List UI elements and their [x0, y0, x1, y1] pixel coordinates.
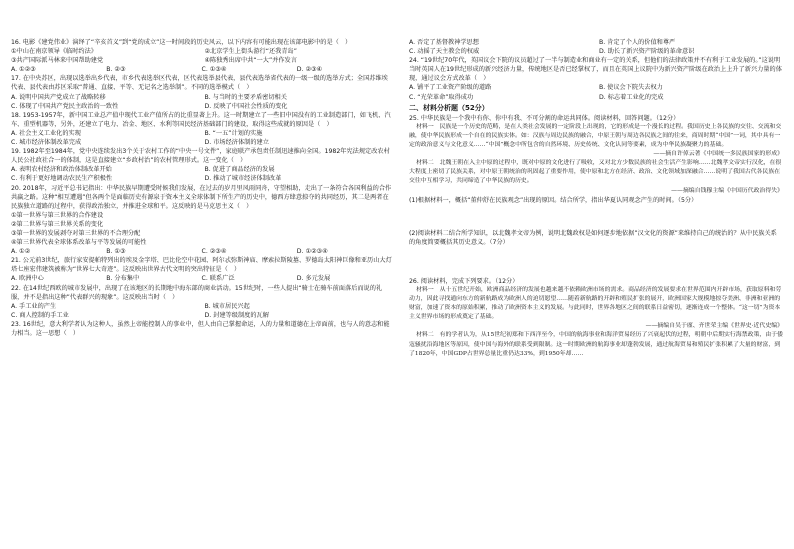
q22-option-d: D. 封建等级制度的瓦解	[204, 311, 269, 319]
left-column	[11, 38, 392, 338]
q20-option-c: C. ②③④	[201, 248, 227, 256]
q16-item: ③共产国际派马林来中国帮助建党	[11, 57, 104, 65]
q23-option-c: C. 动摇了天主教会的权威	[409, 48, 480, 56]
q25-stem: 25. 中华民族是一个我中有你、你中有我、不可分割的命运共同体。阅读材料，回答问题。（12分）	[409, 114, 680, 122]
q19-option-d: D. 推动了城市经济体制改革	[204, 175, 282, 183]
q19-option-a: A. 表明农村经济和政治体制改革开始	[11, 166, 112, 174]
q22-stem: 22. 在14世纪西欧的城市发展中，出现了在该地区的长期地中海东部的商业活动。15世纪时，一些人提出“骑士在骑车前面落后而说的礼服，并不是指出这种”代表群兴的现象”。这反映出当时（ ）	[11, 284, 383, 301]
q19-option-b: B. 促进了商品经济的发展	[204, 166, 275, 174]
q26-material-1: 材料一 从十五世纪开始，欧洲商品经济的发展也越来越不依赖欧洲市场的需求。商品经济的发展要求在世界范围内开辟市场，获取原料和劳动力，因此寻找通向东方的新航路成为欧洲人的迫切愿望……随着新航路的开辟和殖民扩张的展开，欧洲国家大规模地掠夺美洲、非洲和亚洲的财富，加速了资本的原始积累，推动了欧洲资本主义的发展。与此同时，世界各地区之间的联系日益密切，逐渐连成一个整体。“这一切”为资本主义世界市场的形成奠定了基础。	[409, 286, 782, 321]
q20-item: ②第二世界与第三世界关系的变化	[11, 220, 104, 228]
q16-item: ②北京学生上街头游行“还我青岛”	[204, 48, 297, 56]
q18-option-c: C. 城市经济体制改革完成	[11, 139, 82, 147]
q16-option-c: C. ①③④	[201, 66, 227, 74]
q17-option-b: B. 与当时的主要矛盾密切相关	[204, 93, 287, 101]
q24-options	[409, 83, 783, 101]
q22-option-b: B. 城市居民兴起	[204, 302, 250, 310]
q25-question-1: (1)根据材料一，概括“董仲舒在民族观念”出现的原因。结合所学，指出华夏认同观念产生的时间。（5分）	[409, 196, 698, 204]
q21-option-d: D. 多元发展	[296, 275, 331, 283]
q17-option-d: D. 反映了中国社会性质的变化	[204, 102, 288, 110]
q18-stem: 18. 1953-1957年，新中国工业总产值中现代工业产值所占的比重显著上升。这一时期建立了一些旧中国没有的工业制造部门，如飞机、汽车、重型机器等，另外，还建立了电力、冶金、地区、水利等国民经济基础部门的建设，取得这些成就的原因是（ ）	[11, 111, 391, 128]
q24-option-a: A. 铺平了工业资产阶级的道路	[409, 84, 492, 92]
q23-options	[409, 38, 783, 56]
q20-item: ③第一世界的发展剥夺对第三世界的不合理分配	[11, 229, 141, 237]
q20-item: ①第一世界与第三世界的合作建设	[11, 211, 104, 219]
q22-option-a: A. 手工业的产生	[11, 302, 57, 310]
q16-items	[11, 47, 392, 65]
q25-source-2: ——摘编自钱穆主编《中国历代政治得失》	[671, 187, 783, 194]
q20-option-d: D. ①②③④	[296, 248, 328, 256]
q21-option-a: A. 欧洲中心	[11, 275, 44, 283]
q26-stem: 26. 阅读材料，完成下列要求。（12分）	[409, 277, 519, 285]
q16-options	[11, 65, 392, 74]
q21-option-b: B. 分布集中	[106, 275, 140, 283]
q24-stem: 24. “19世纪70年代，英国议会下院的议员超过了一半与制造业和商业有一定的关系，但他们的法律政策并不有利于工业发展的。”这说明当时英国人在19世纪形成的新兴经济力量，传统地区是否已经掌权了，而且在英国上议院中为新兴资产阶级在政治上上升了新兴力量的体现，通过议会方式改革（ ）	[409, 57, 782, 83]
q19-option-c: C. 有利于更好地调动农民生产积极性	[11, 175, 113, 183]
q25-material-2: 材料二 北魏王朝在入主中原的过程中，既对中原的文化进行了吸收，又对北方少数民族的社会生活产生影响……北魏孝文帝实行汉化，在很大程度上密切了民族关系，对中原王朝统治的巩固起了重要作用，使中原和北方在经济、政治、文化领域加深融合……说明了我国古代各民族在交往中互相学习，共同缔造了中华民族的历史。	[409, 160, 782, 185]
q20-options	[11, 247, 392, 256]
q20-items	[11, 211, 392, 247]
q24-option-c: C. “光荣革命”取得成功	[409, 93, 474, 101]
q17-option-c: C. 体现了中国共产党民主政治的一致性	[11, 102, 119, 110]
q23-option-d: D. 助长了新兴资产阶级的革命意识	[599, 48, 695, 56]
q18-option-d: D. 市场经济体制的建立	[204, 139, 269, 147]
q16-option-b: B. ②③	[106, 66, 126, 74]
q20-option-b: B. ①③	[106, 248, 126, 256]
q25-material-1: 材料一 民族是一个历史的范畴，是在人类社会发展的一定阶段上出现的，它的形成是一个漫长的过程。我国历史上各民族的交往、交流和交融，使中华民族形成一个自在的民族实体。如：汉族与周边民族的融合，中原王朝与周边各民族之间的往来，商周时期“中国”一词，其中具有一定的政治意义与文化意义……“中国”概念中所包含的自然环境、历史传统、文化认同等要素，成为中华民族凝聚力的基础。	[409, 123, 782, 149]
q16-stem: 16. 电影《建党伟业》演绎了“辛亥首义”到“党的成立”这一时间段的历史风云，以下内容有可能出现在该部电影中的是（ ）	[11, 39, 352, 46]
q20-option-a: A. ①②	[11, 248, 31, 256]
q18-option-b: B. “一五”计划的实施	[204, 129, 263, 137]
q18-option-a: A. 社会主义工业化的实现	[11, 129, 81, 137]
q26-source-1: ——摘编自吴于廑、齐世荣主编《世界史·近代史编》	[645, 323, 783, 330]
q16-item: ①中山在南京领导《临时约法》	[11, 48, 97, 56]
q17-options	[11, 93, 392, 111]
q20-item: ④第三世界代表全球体系改革与平等发展的可能性	[11, 239, 147, 247]
q19-stem: 19. 1982年至1984年，党中央连续发出3个关于农村工作的“中央一号文件”，家庭联产承包责任制迅速推向全国。1982年宪法规定改农村人民公社政社合一的体制，这是直接建立“乡政村治”的农村管理形式。这一变化（ ）	[11, 148, 390, 165]
q26-material-2: 材料二 有的学者认为，从15世纪初郑和下西洋至今，中国的航海事业和海洋贸易经历了兴衰起伏的过程，明朝中后期实行海禁政策，由于倭寇骚扰沿海地区等原因，使中国与海外的联系受到限制。这一时期欧洲的航海事业却蓬勃发展，通过航海贸易和殖民扩张积累了大量的财富，到了1820年，中国GDP占世界总量比重仍达33%，到1950年却……	[409, 332, 783, 357]
q21-stem: 21. 公元前3世纪，旅行家安提帕特列出的埃及金字塔、巴比伦空中花园、阿尔忒弥斯神庙、摩索拉斯陵墓、罗德岛太阳神巨像和亚历山大灯塔七座宏伟建筑被称为“世界七大奇迹”。这反映出世界古代文明的突出特征是（ ）	[11, 257, 392, 274]
q23-option-a: A. 否定了基督教神学思想	[409, 39, 479, 46]
q25-question-2: (2)阅读材料二结合所学知识，以北魏孝文帝为例，说明北魏政权是如何逐步地依据”汉文化的资源”来维持自己的统治的？从中民族关系的角度简要概括其历史意义。（7分）	[409, 229, 777, 246]
q21-option-c: C. 联系广泛	[201, 275, 235, 283]
q20-stem: 20. 2018年，习近平总书记指出：中华民族早期遭受时候我们发展，在过去的岁月里风雨同舟，守望相助，走出了一条符合各国利益的合作共赢之路。这种“相互遭遇”但各两个是面临历史有源泉于资本主义全球体制下所生产的历史中，德西方肆意掠夺的共同经历，其二是两者在民族独立道路的过程中，获得政治独立，并推进全球和平。这反映的是马克思主义（ ）	[11, 184, 392, 210]
q16-option-d: D. ②③④	[296, 66, 323, 74]
q19-options	[11, 165, 392, 183]
answer-space	[409, 247, 783, 277]
q24-option-d: D. 标志着工业化的完成	[599, 93, 664, 101]
q18-options	[11, 129, 392, 147]
q22-options	[11, 302, 392, 320]
right-column	[409, 38, 783, 359]
q23-stem: 23. 16世纪，意大利学者认为这种人，虽然上帝能控制人的事业中，但人由自己掌握命运，人的力量和道德在上帝面前，也与人的意志和能力相当。这一思想（ ）	[11, 320, 390, 337]
section-heading: 二、材料分析题（52分）	[409, 103, 489, 112]
q24-option-b: B. 使议会下院失去权力	[599, 84, 663, 92]
q16-option-a: A. ①②③	[11, 66, 36, 74]
q22-option-c: C. 商人控制的手工业	[11, 311, 69, 319]
answer-space	[409, 205, 783, 229]
q17-option-a: A. 说明中国共产党成立了战略转移	[11, 93, 106, 101]
q25-source-1: ——摘自许倬云著《中国统一多民族国家的形成》	[653, 151, 783, 158]
q21-options	[11, 274, 392, 283]
q16-item: ④陈独秀出席中共“一大”并作发言	[204, 57, 297, 65]
q17-stem: 17. 在中央苏区，出现以选举出乡代表，市乡代表选举区代表，区代表选举县代表，县代表选举省代表的一级一级的选举方式；全国苏维埃代表、县代表由苏区采取“普通、直接、平等、无记名之选举制”。不同的选举模式（ ）	[11, 75, 388, 92]
q23-option-b: B. 肯定了个人的价值和尊严	[599, 39, 676, 46]
